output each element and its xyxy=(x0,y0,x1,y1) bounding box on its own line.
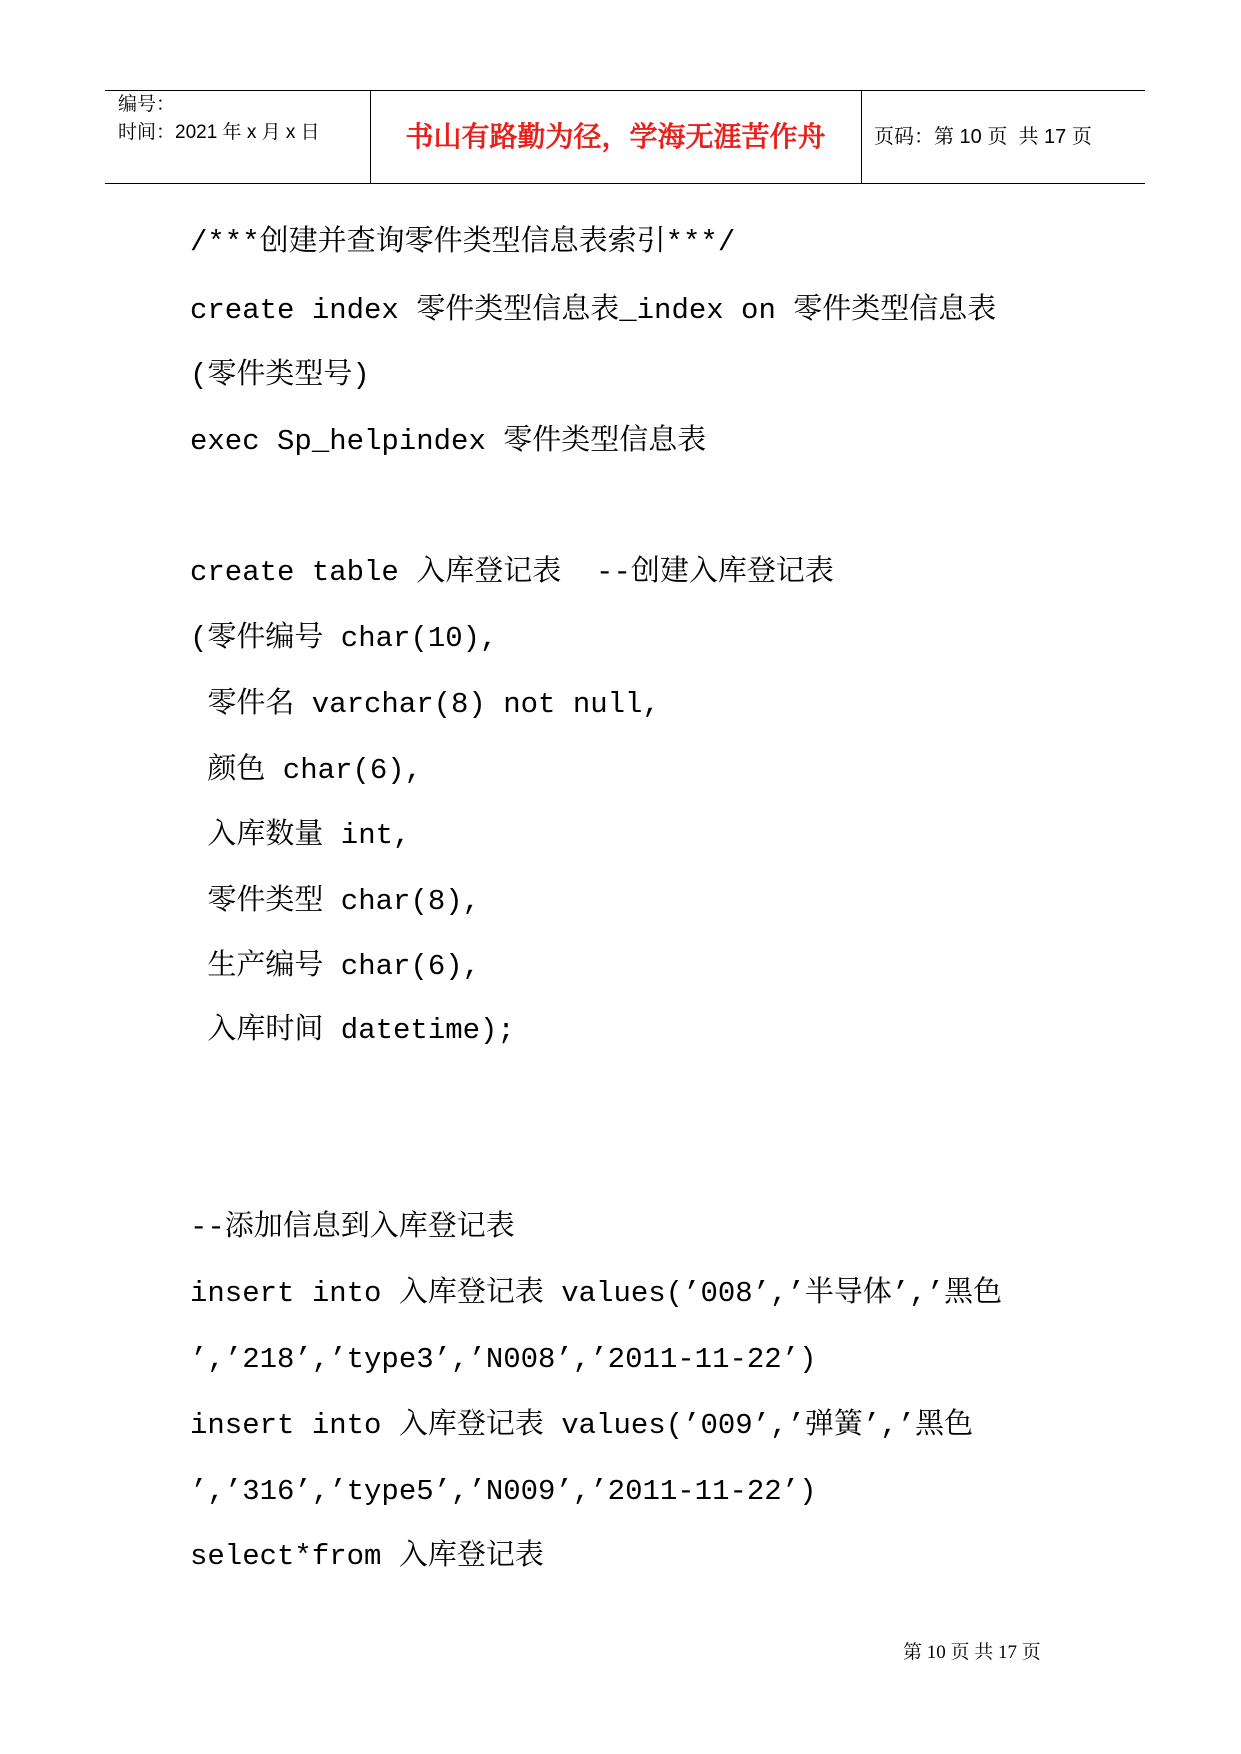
sql-line: exec Sp_helpindex 零件类型信息表 xyxy=(190,425,707,458)
sql-line: ’,’218’,’type3’,’N008’,’2011-11-22’) xyxy=(190,1343,817,1376)
sql-line: 零件类型 char(8), xyxy=(190,885,481,918)
sql-line: ’,’316’,’type5’,’N009’,’2011-11-22’) xyxy=(190,1475,817,1508)
header-page-cell xyxy=(861,90,1145,183)
footer-page-number: 第 10 页 共 17 页 xyxy=(903,1642,1041,1663)
sql-line: 入库时间 datetime); xyxy=(190,1014,515,1047)
serial-number-label: 编号： xyxy=(118,94,176,115)
header-bottom-rule xyxy=(105,183,1145,184)
sql-line: select*from 入库登记表 xyxy=(190,1540,544,1573)
sql-line: (零件编号 char(10), xyxy=(190,622,498,655)
sql-line: (零件类型号) xyxy=(190,359,370,392)
sql-comment-line: /***创建并查询零件类型信息表索引***/ xyxy=(190,226,736,259)
header-motto-cell xyxy=(370,90,861,183)
sql-line: 零件名 varchar(8) not null, xyxy=(190,688,660,721)
header-motto: 书山有路勤为径，学海无涯苦作舟 xyxy=(405,119,826,153)
date-label: 时间：2021 年 x 月 x 日 xyxy=(118,122,320,143)
sql-line: create index 零件类型信息表_index on 零件类型信息表 xyxy=(190,294,997,327)
sql-line: insert into 入库登记表 values(’009’,’弹簧’,’黑色 xyxy=(190,1409,974,1442)
sql-comment-line: --添加信息到入库登记表 xyxy=(190,1211,515,1244)
sql-line: 生产编号 char(6), xyxy=(190,950,481,983)
sql-line: 入库数量 int, xyxy=(190,819,411,852)
header-page-number: 页码：第 10 页 共 17 页 xyxy=(874,125,1092,148)
sql-line: 颜色 char(6), xyxy=(190,754,423,787)
sql-line: insert into 入库登记表 values(’008’,’半导体’,’黑色 xyxy=(190,1277,1003,1310)
sql-line: create table 入库登记表 --创建入库登记表 xyxy=(190,556,834,589)
